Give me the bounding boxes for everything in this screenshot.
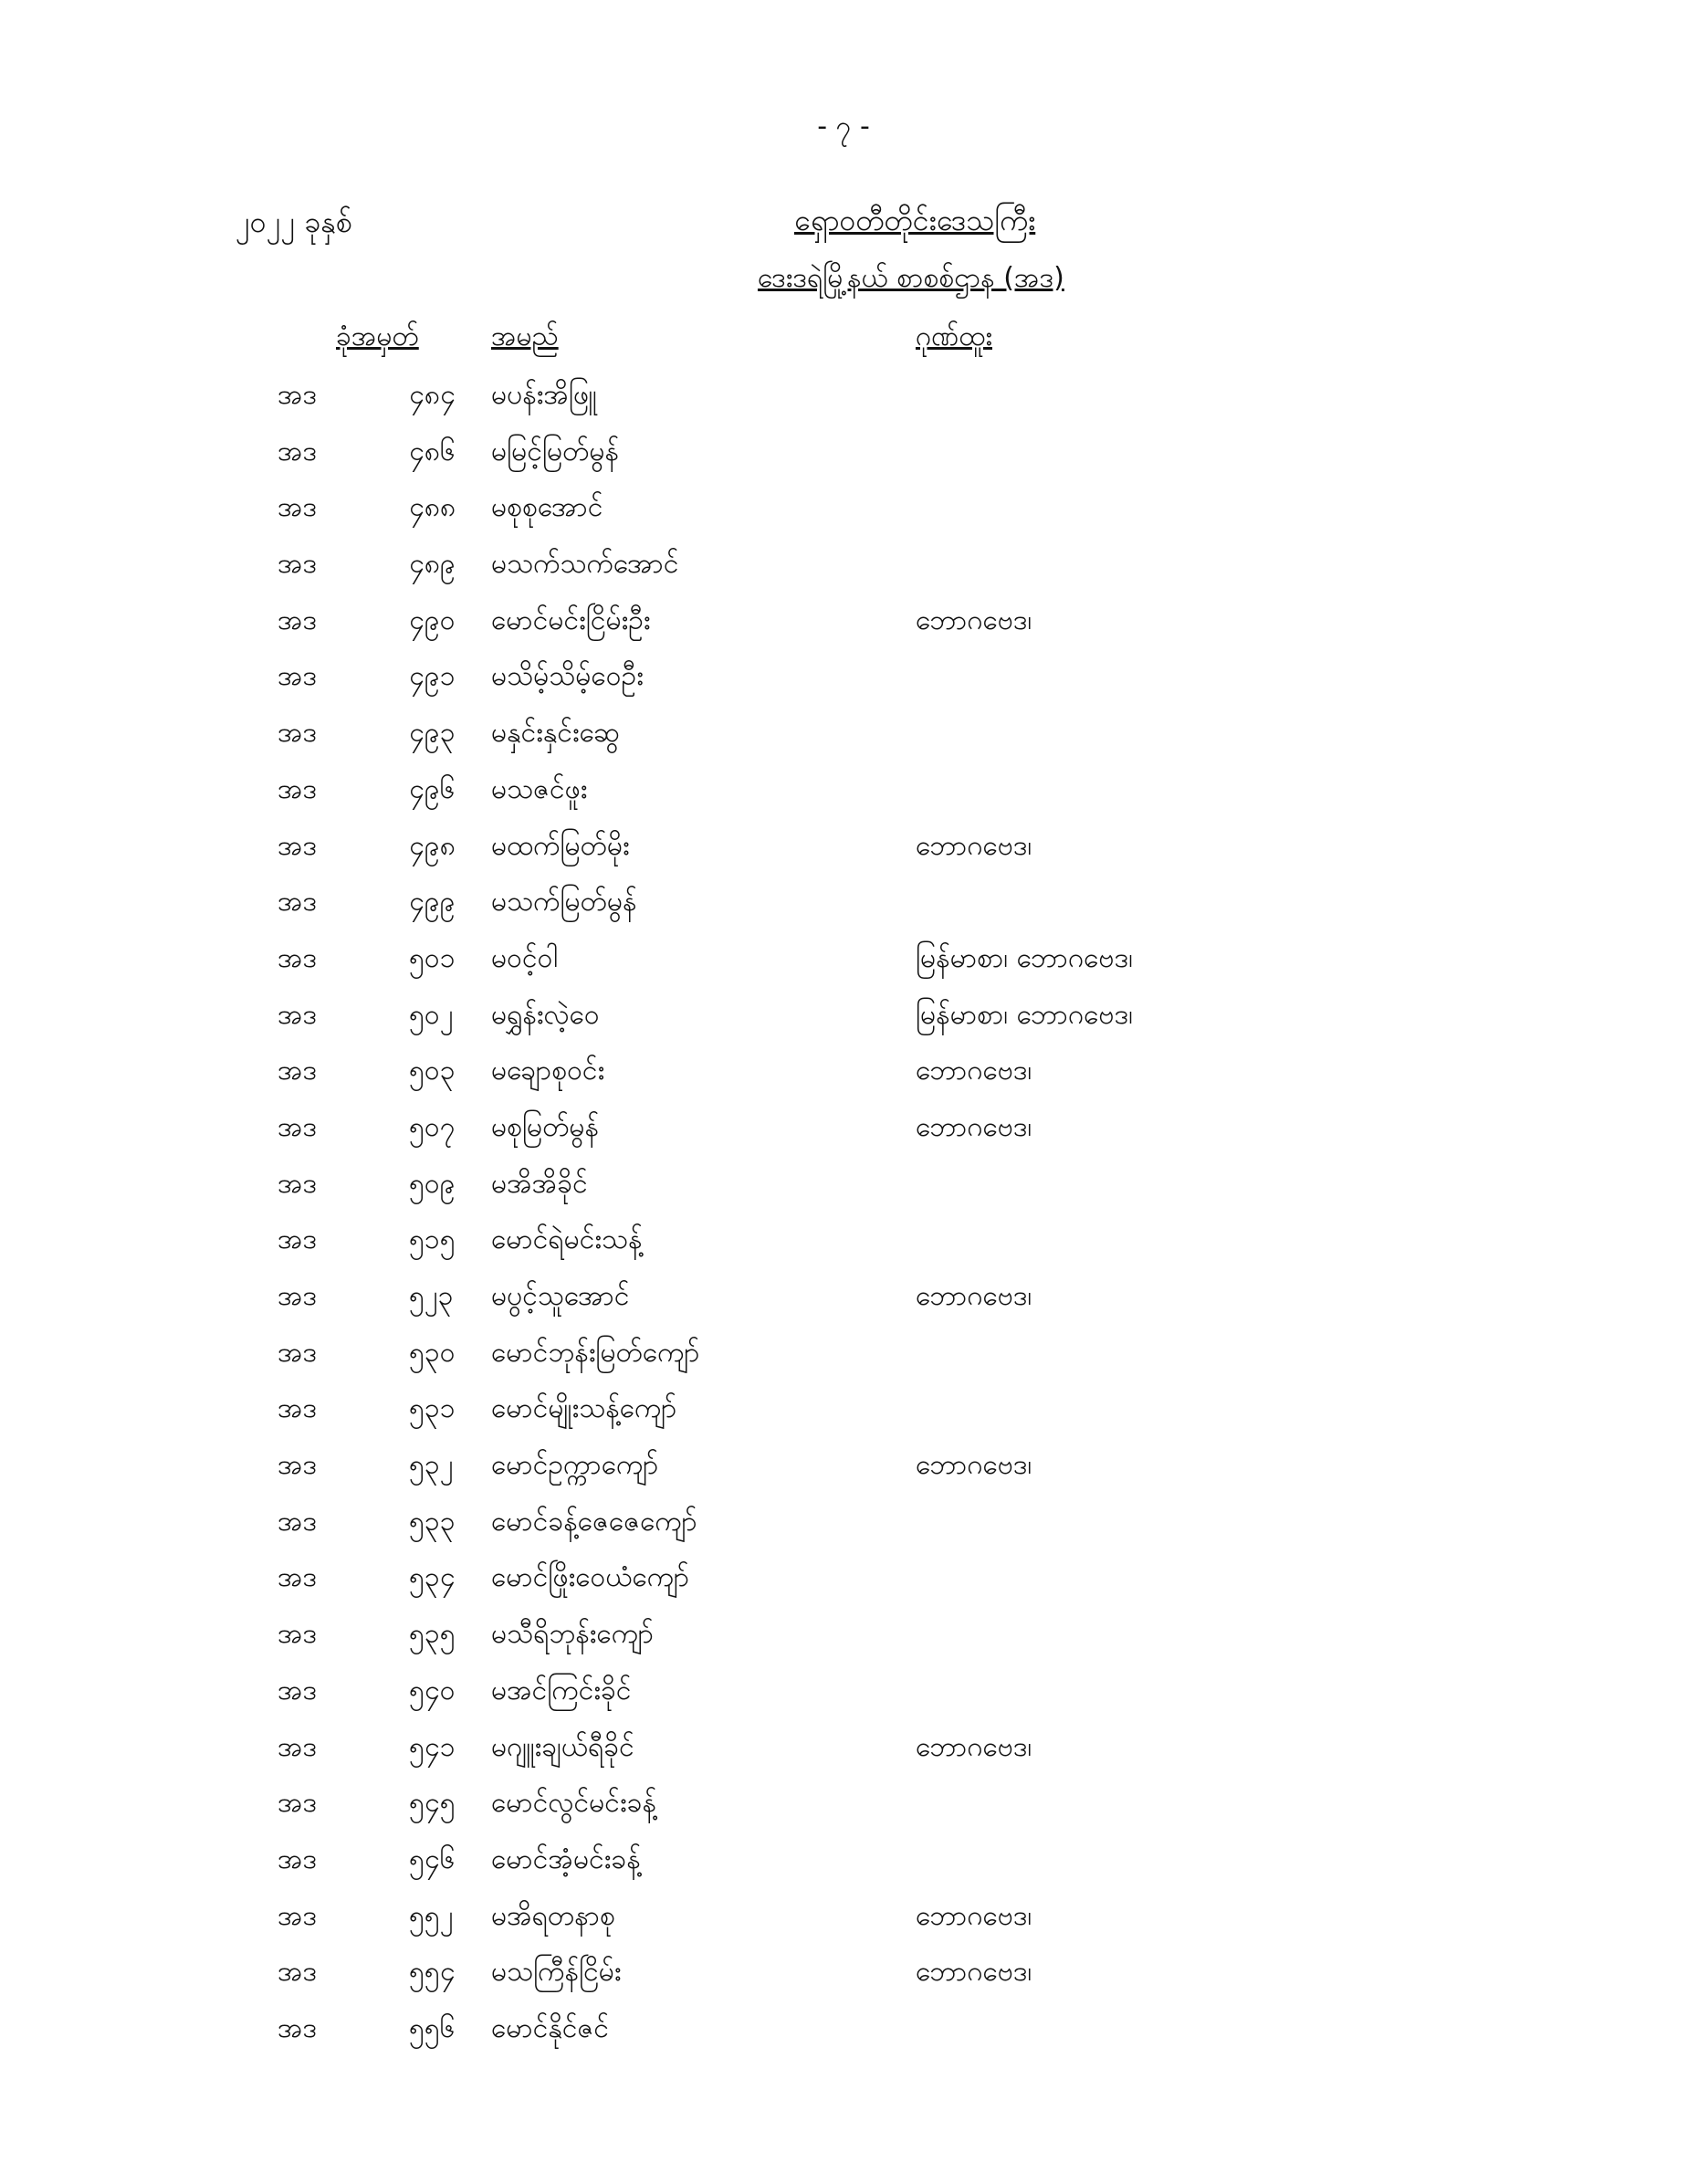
student-name: မသီရိဘုန်းကျော်: [491, 1618, 655, 1651]
student-name: မပန်းအိဖြူ: [491, 379, 597, 411]
roll-number: ၅၀၃: [409, 1055, 456, 1087]
student-name: မစုစုအောင်: [491, 491, 603, 524]
student-name: မောင်ရဲမင်းသန့်: [491, 1223, 643, 1256]
list-item: [0, 1953, 1687, 2010]
list-item: [0, 1390, 1687, 1446]
roll-number: ၅၀၉: [409, 1167, 456, 1200]
roll-number: ၄၉၆: [409, 772, 456, 805]
roll-number: ၅၃၃: [409, 1505, 456, 1538]
student-name: မသက်သက်အောင်: [491, 548, 679, 581]
roll-number: ၄၉၃: [409, 717, 456, 750]
center-code: အဒ: [278, 660, 318, 693]
center-code: အဒ: [278, 1730, 318, 1763]
list-item: [0, 1165, 1687, 1222]
center-code: အဒ: [278, 1167, 318, 1200]
list-item: [0, 1052, 1687, 1108]
list-item: [0, 2010, 1687, 2066]
roll-number: ၄၈၄: [409, 379, 456, 411]
student-name: မသဇင်ဖူး: [491, 772, 588, 805]
distinction: မြန်မာစာ၊ ဘောဂဗေဒ၊: [916, 998, 1133, 1031]
distinction: ဘောဂဗေဒ၊: [916, 1055, 1032, 1087]
list-item: [0, 1334, 1687, 1391]
roll-number: ၅၀၇: [409, 1110, 456, 1143]
roll-number: ၄၉၀: [409, 604, 456, 636]
list-item: [0, 657, 1687, 714]
column-header-distinction: ဂုဏ်ထူး: [916, 320, 992, 352]
list-item: [0, 1446, 1687, 1503]
roll-number: ၄၈၉: [409, 548, 456, 581]
center-code: အဒ: [278, 548, 318, 581]
list-item: [0, 545, 1687, 602]
student-name: မောင်လွင်မင်းခန့်: [491, 1787, 656, 1820]
roll-number: ၅၂၃: [409, 1280, 454, 1312]
center-code: အဒ: [278, 1618, 318, 1651]
student-name: မချောစုဝင်း: [491, 1055, 605, 1087]
list-item: [0, 1615, 1687, 1672]
center-code: အဒ: [278, 772, 318, 805]
roll-number: ၅၃၁: [409, 1392, 456, 1425]
distinction: ဘောဂဗေဒ၊: [916, 829, 1032, 862]
list-item: [0, 771, 1687, 827]
student-name: မအိရတနာစု: [491, 1899, 615, 1932]
student-name: မစုမြတ်မွန်: [491, 1110, 600, 1143]
distinction: ဘောဂဗေဒ၊: [916, 1899, 1032, 1932]
results-list: [0, 376, 1687, 2066]
center-code: အဒ: [278, 886, 318, 919]
center-code: အဒ: [278, 1055, 318, 1087]
center-code: အဒ: [278, 1223, 318, 1256]
student-name: မသက်မြတ်မွန်: [491, 886, 637, 919]
distinction: ဘောဂဗေဒ၊: [916, 1280, 1032, 1312]
center-code: အဒ: [278, 2011, 318, 2044]
column-header-name: အမည်: [491, 320, 559, 352]
roll-number: ၅၅၂: [409, 1899, 454, 1932]
list-item: [0, 433, 1687, 489]
list-item: [0, 1221, 1687, 1277]
distinction: ဘောဂဗေဒ၊: [916, 604, 1032, 636]
center-code: အဒ: [278, 829, 318, 862]
roll-number: ၅၄၀: [409, 1674, 456, 1706]
roll-number: ၅၅၄: [409, 1956, 456, 1989]
list-item: [0, 602, 1687, 658]
list-item: [0, 1672, 1687, 1728]
roll-number: ၄၉၉: [409, 886, 456, 919]
student-name: မောင်ဥက္ကာကျော်: [491, 1449, 659, 1482]
center-code: အဒ: [278, 717, 318, 750]
student-name: မရွှန်းလဲ့ဝေ: [491, 998, 600, 1031]
student-name: မောင်နိုင်ဇင်: [491, 2011, 610, 2044]
roll-number: ၄၈၈: [409, 491, 456, 524]
center-code: အဒ: [278, 941, 318, 974]
list-item: [0, 940, 1687, 996]
roll-number: ၄၉၈: [409, 829, 456, 862]
distinction: ဘောဂဗေဒ၊: [916, 1730, 1032, 1763]
list-item: [0, 376, 1687, 433]
student-name: မသကြီန်ငြိမ်း: [491, 1956, 622, 1989]
center-code: အဒ: [278, 491, 318, 524]
center-code: အဒ: [278, 1392, 318, 1425]
list-item: [0, 1784, 1687, 1841]
center-code: အဒ: [278, 1336, 318, 1369]
center-code: အဒ: [278, 1843, 318, 1875]
list-item: [0, 1841, 1687, 1897]
student-name: မောင်မင်းငြိမ်းဦး: [491, 604, 651, 636]
roll-number: ၅၃၀: [409, 1336, 456, 1369]
roll-number: ၅၃၅: [409, 1618, 456, 1651]
center-code: အဒ: [278, 1899, 318, 1932]
roll-number: ၅၁၅: [409, 1223, 456, 1256]
list-item: [0, 1559, 1687, 1615]
roll-number: ၄၈၆: [409, 435, 456, 467]
center-code: အဒ: [278, 1449, 318, 1482]
distinction: ဘောဂဗေဒ၊: [916, 1110, 1032, 1143]
student-name: မအိအိခိုင်: [491, 1167, 588, 1200]
exam-center-title: ဒေးဒရဲမြို့နယ် စာစစ်ဌာန (အဒ): [758, 262, 1064, 294]
student-name: မောင်အံ့မင်းခန့်: [491, 1843, 641, 1875]
roll-number: ၅၄၅: [409, 1787, 456, 1820]
center-code: အဒ: [278, 1280, 318, 1312]
student-name: မမြင့်မြတ်မွန်: [491, 435, 620, 467]
roll-number: ၄၉၁: [409, 660, 456, 693]
column-header-roll-number: ခုံအမှတ်: [336, 320, 419, 352]
distinction: မြန်မာစာ၊ ဘောဂဗေဒ၊: [916, 941, 1133, 974]
exam-year: ၂၀၂၂ ခုနှစ်: [236, 205, 352, 239]
student-name: မဝင့်ဝါ: [491, 941, 558, 974]
roll-number: ၅၄၁: [409, 1730, 456, 1763]
page-number: - ၇ -: [817, 110, 870, 142]
list-item: [0, 488, 1687, 545]
student-name: မသိမ့်သိမ့်ဝေဦး: [491, 660, 644, 693]
list-item: [0, 1897, 1687, 1954]
list-item: [0, 883, 1687, 940]
center-code: အဒ: [278, 604, 318, 636]
list-item: [0, 1503, 1687, 1559]
roll-number: ၅၄၆: [409, 1843, 456, 1875]
student-name: မဂျူးချယ်ရီခိုင်: [491, 1730, 634, 1763]
student-name: မောင်မျိုးသန့်ကျော်: [491, 1392, 677, 1425]
student-name: မအင်ကြင်းခိုင်: [491, 1674, 632, 1706]
student-name: မောင်ဖြိုးဝေယံကျော်: [491, 1561, 690, 1594]
roll-number: ၅၀၁: [409, 941, 456, 974]
center-code: အဒ: [278, 1674, 318, 1706]
list-item: [0, 1728, 1687, 1785]
student-name: မောင်ဘုန်းမြတ်ကျော်: [491, 1336, 700, 1369]
center-code: အဒ: [278, 379, 318, 411]
list-item: [0, 714, 1687, 771]
distinction: ဘောဂဗေဒ၊: [916, 1449, 1032, 1482]
center-code: အဒ: [278, 1956, 318, 1989]
roll-number: ၅၃၂: [409, 1449, 454, 1482]
list-item: [0, 996, 1687, 1053]
roll-number: ၅၅၆: [409, 2011, 456, 2044]
roll-number: ၅၀၂: [409, 998, 454, 1031]
student-name: မောင်ခန့်ဇေဇေကျော်: [491, 1505, 697, 1538]
center-code: အဒ: [278, 1110, 318, 1143]
center-code: အဒ: [278, 998, 318, 1031]
student-name: မထက်မြတ်မိုး: [491, 829, 630, 862]
student-name: မနှင်းနှင်းဆွေ: [491, 717, 620, 750]
center-code: အဒ: [278, 1505, 318, 1538]
student-name: မပွင့်သူအောင်: [491, 1280, 630, 1312]
roll-number: ၅၃၄: [409, 1561, 456, 1594]
region-title: ရှောဝတီတိုင်းဒေသကြီး: [794, 203, 1036, 237]
center-code: အဒ: [278, 1787, 318, 1820]
list-item: [0, 827, 1687, 884]
center-code: အဒ: [278, 1561, 318, 1594]
distinction: ဘောဂဗေဒ၊: [916, 1956, 1032, 1989]
list-item: [0, 1108, 1687, 1165]
list-item: [0, 1277, 1687, 1334]
center-code: အဒ: [278, 435, 318, 467]
